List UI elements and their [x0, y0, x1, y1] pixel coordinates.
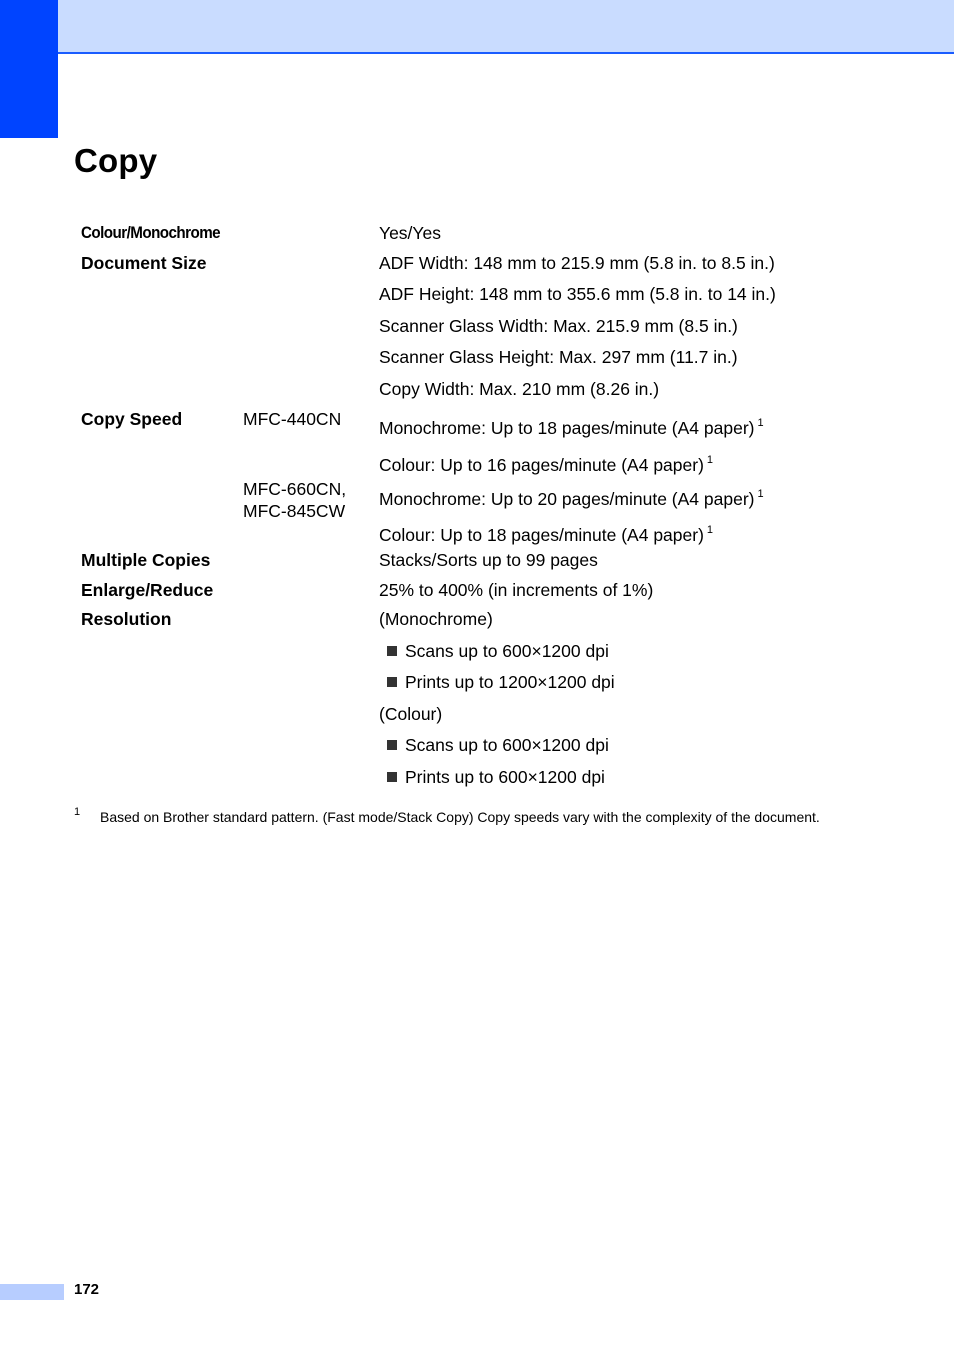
value-enlarge-reduce: 25% to 400% (in increments of 1%) [379, 580, 654, 600]
value-copy-width: Copy Width: Max. 210 mm (8.26 in.) [379, 379, 660, 399]
resolution-colour-heading: (Colour) [379, 704, 443, 724]
speed-660-mono: Monochrome: Up to 20 pages/minute (A4 paper) $^1$ [379, 488, 764, 509]
speed-440-colour: Colour: Up to 16 pages/minute (A4 paper) $^1$ [379, 454, 714, 475]
label-enlarge-reduce: Enlarge/Reduce [81, 580, 214, 600]
resolution-mono-heading: (Monochrome) [379, 609, 493, 629]
list-item: Scans up to 600×1200 dpi [387, 641, 609, 662]
square-bullet-icon [387, 646, 397, 656]
value-multiple-copies: Stacks/Sorts up to 99 pages [379, 550, 598, 570]
footnote-ref: 1 [706, 454, 714, 466]
list-item: Scans up to 600×1200 dpi [387, 735, 609, 756]
value-glass-width: Scanner Glass Width: Max. 215.9 mm (8.5 in.) [379, 316, 738, 336]
footnote-ref: 1 [757, 488, 764, 500]
page-title: Copy [74, 142, 158, 179]
model-mfc-845cw: MFC-845CW [243, 501, 346, 521]
label-multiple-copies: Multiple Copies [81, 550, 211, 570]
footnote-ref: 1 [757, 417, 764, 429]
footer-band [0, 1284, 64, 1300]
chapter-tab [0, 0, 58, 138]
value-adf-height: ADF Height: 148 mm to 355.6 mm (5.8 in. to 14 in.) [379, 284, 776, 304]
model-mfc-440cn: MFC-440CN [243, 409, 342, 429]
value-glass-height: Scanner Glass Height: Max. 297 mm (11.7 in.) [379, 347, 738, 367]
footnote-ref: 1 [706, 524, 714, 536]
model-mfc-660cn: MFC-660CN, [243, 479, 347, 499]
footnote-mark: 1 [74, 806, 81, 818]
header-band [58, 0, 954, 54]
label-document-size: Document Size [81, 253, 207, 273]
label-copy-speed: Copy Speed [81, 409, 183, 429]
page-number: 172 [74, 1281, 100, 1298]
square-bullet-icon [387, 740, 397, 750]
value-adf-width: ADF Width: 148 mm to 215.9 mm (5.8 in. to 8.5 in.) [379, 253, 775, 273]
value-colour-monochrome: Yes/Yes [379, 223, 441, 243]
speed-440-mono: Monochrome: Up to 18 pages/minute (A4 paper) $^1$ [379, 417, 764, 438]
speed-660-colour: Colour: Up to 18 pages/minute (A4 paper) $^1$ [379, 524, 714, 545]
label-colour-monochrome: Colour/Monochrome [81, 224, 221, 242]
list-item: Prints up to 1200×1200 dpi [387, 672, 615, 693]
footnote-text: Based on Brother standard pattern. (Fast mode/Stack Copy) Copy speeds vary with the complexity of the document. [100, 809, 820, 825]
square-bullet-icon [387, 772, 397, 782]
square-bullet-icon [387, 677, 397, 687]
label-resolution: Resolution [81, 609, 172, 629]
list-item: Prints up to 600×1200 dpi [387, 767, 605, 788]
